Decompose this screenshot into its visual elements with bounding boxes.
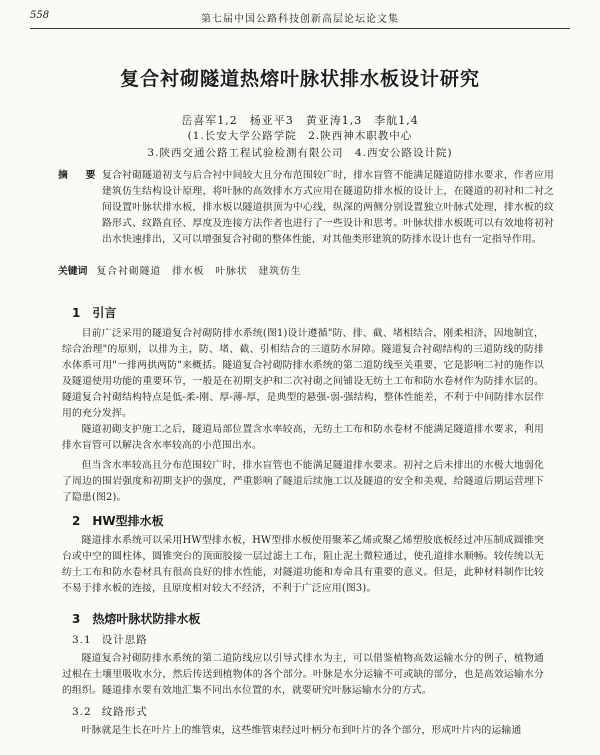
affiliation-line-1: (1.长安大学公路学院 2.陕西神木职教中心 xyxy=(187,130,413,142)
keywords-label: 关键词 xyxy=(58,266,88,277)
section-title: 热熔叶脉状防排水板 xyxy=(92,612,201,626)
subsection-heading-3-1 xyxy=(72,632,148,647)
paragraph-1-1: 目前广泛采用的隧道复合衬砌防排水系统(图1)设计遵循"防、排、截、堵相结合，刚柔相济，因地制宜，综合治理"的原则，以排为主，防、堵、截、引相结合的三道防水屏障。隧道复合衬砌结构的三道防线的防排水体系可用"一排两拱两防"来概括。隧道复合衬砌防排水系统的第二道防线至关重要，它是影响二衬的施作以及隧道使用功能的重要环节，一般是在初期支护和二次衬砌之间铺设无纺土工布和防水卷材作为防排水层的。隧道复合衬砌结构特点是低-柔-刚、厚-薄-厚，是典型的悬强-弱-强结构，整体性能差，不利于中间防排水层作用的充分发挥。 xyxy=(62,328,544,419)
subsection-heading-3-2 xyxy=(72,704,148,719)
section-heading-1 xyxy=(72,304,116,321)
page-number: 558 xyxy=(30,10,50,21)
abstract-label: 摘 要 xyxy=(58,170,100,181)
keywords-text: 复合衬砌隧道 排水板 叶脉状 建筑仿生 xyxy=(96,266,302,277)
paragraph-3-2: 叶脉就是生长在叶片上的维管束，这些维管束经过叶柄分布到叶片的各个部分，形成叶片内的运输通 xyxy=(81,725,522,736)
paragraph-2-1: 隧道排水系统可以采用HW型排水板，HW型排水板使用聚苯乙烯或聚乙烯塑胶底板经过冲压制成圆锥突台或中空的圆柱体，圆锥突台的顶面胶接一层过滤土工布，阻止泥土微粒通过，使孔道排水顺畅。较传统以无纺土工布和防水卷材具有很高良好的排水性能，对隧道功能和寿命具有重要的意义。但是，此种材料制作比较不易于排水板的连接，且原度相对较大不经济，不利于广泛应用(图3)。 xyxy=(62,535,544,594)
section-title: HW型排水板 xyxy=(92,514,164,528)
section-title: 引言 xyxy=(92,306,117,320)
subsection-number: 3.1 xyxy=(72,634,92,646)
subsection-title: 纹路形式 xyxy=(101,706,148,718)
subsection-number: 3.2 xyxy=(72,706,92,718)
paragraph-1-3: 但当含水率较高且分布范围较广时，排水盲管也不能满足隧道排水要求。初衬之后未排出的水极大地弱化了周边的围岩强度和初期支护的强度，严重影响了隧道后续施工以及隧道的安全和美观，给隧道后期运营埋下了隐患(图2)。 xyxy=(62,460,544,503)
section-heading-3 xyxy=(72,610,200,627)
header-rule xyxy=(30,28,570,29)
abstract-text: 复合衬砌隧道初支与后合衬中间较大且分布范围较广时，排水盲管不能满足隧道防排水要求，作者应用建筑仿生结构设计原理，将叶脉的高效排水方式应用在隧道防排水板的设计上，在隧道的初衬和二衬之间设置叶脉状排水板，排水板以隧道拱顶为中心线，纵深的两侧分别设置独立叶脉式处理，排水板的纹路形式、纹路直径、厚度及连接方法作者也进行了一些设计和思考。叶脉状排水板既可以有效地将初衬出水快速排出，又可以增强复合衬砌的整体性能，对其他类形建筑的防排水设计也有一定指导作用。 xyxy=(102,170,554,245)
abstract xyxy=(58,168,554,248)
subsection-title: 设计思路 xyxy=(101,634,148,646)
paragraph-1-2: 隧道初砌支护施工之后，隧道局部位置含水率较高，无纺土工布和防水卷材不能满足隧道排水要求，利用排水盲管可以解决含水率较高的小范围出水。 xyxy=(62,424,544,451)
section-number: 3 xyxy=(72,612,81,626)
section-number: 1 xyxy=(72,306,81,320)
section-heading-2 xyxy=(72,512,164,529)
running-header xyxy=(30,10,570,26)
paragraph-3-1: 隧道复合衬砌防排水系统的第二道防线应以引导式排水为主，可以借鉴植物高效运输水分的例子，植物通过根在土壤里吸收水分，然后传送到植物体的各个部分。叶脉是水分运输不可或缺的部分，也是高效运输水分的组织。隧道排水要有效地汇集不同出水位置的水，就要研究叶脉运输水分的方式。 xyxy=(62,653,544,696)
journal-title: 第七届中国公路科技创新高层论坛论文集 xyxy=(201,14,399,25)
affiliation-line-2: 3.陕西交通公路工程试验检测有限公司 4.西安公路设计院) xyxy=(147,147,453,159)
section-number: 2 xyxy=(72,514,81,528)
keywords xyxy=(58,264,554,280)
author-list: 岳喜军1,2 杨亚平3 黄亚涛1,3 李航1,4 xyxy=(181,114,419,127)
paper-title: 复合衬砌隧道热熔叶脉状排水板设计研究 xyxy=(119,68,480,90)
